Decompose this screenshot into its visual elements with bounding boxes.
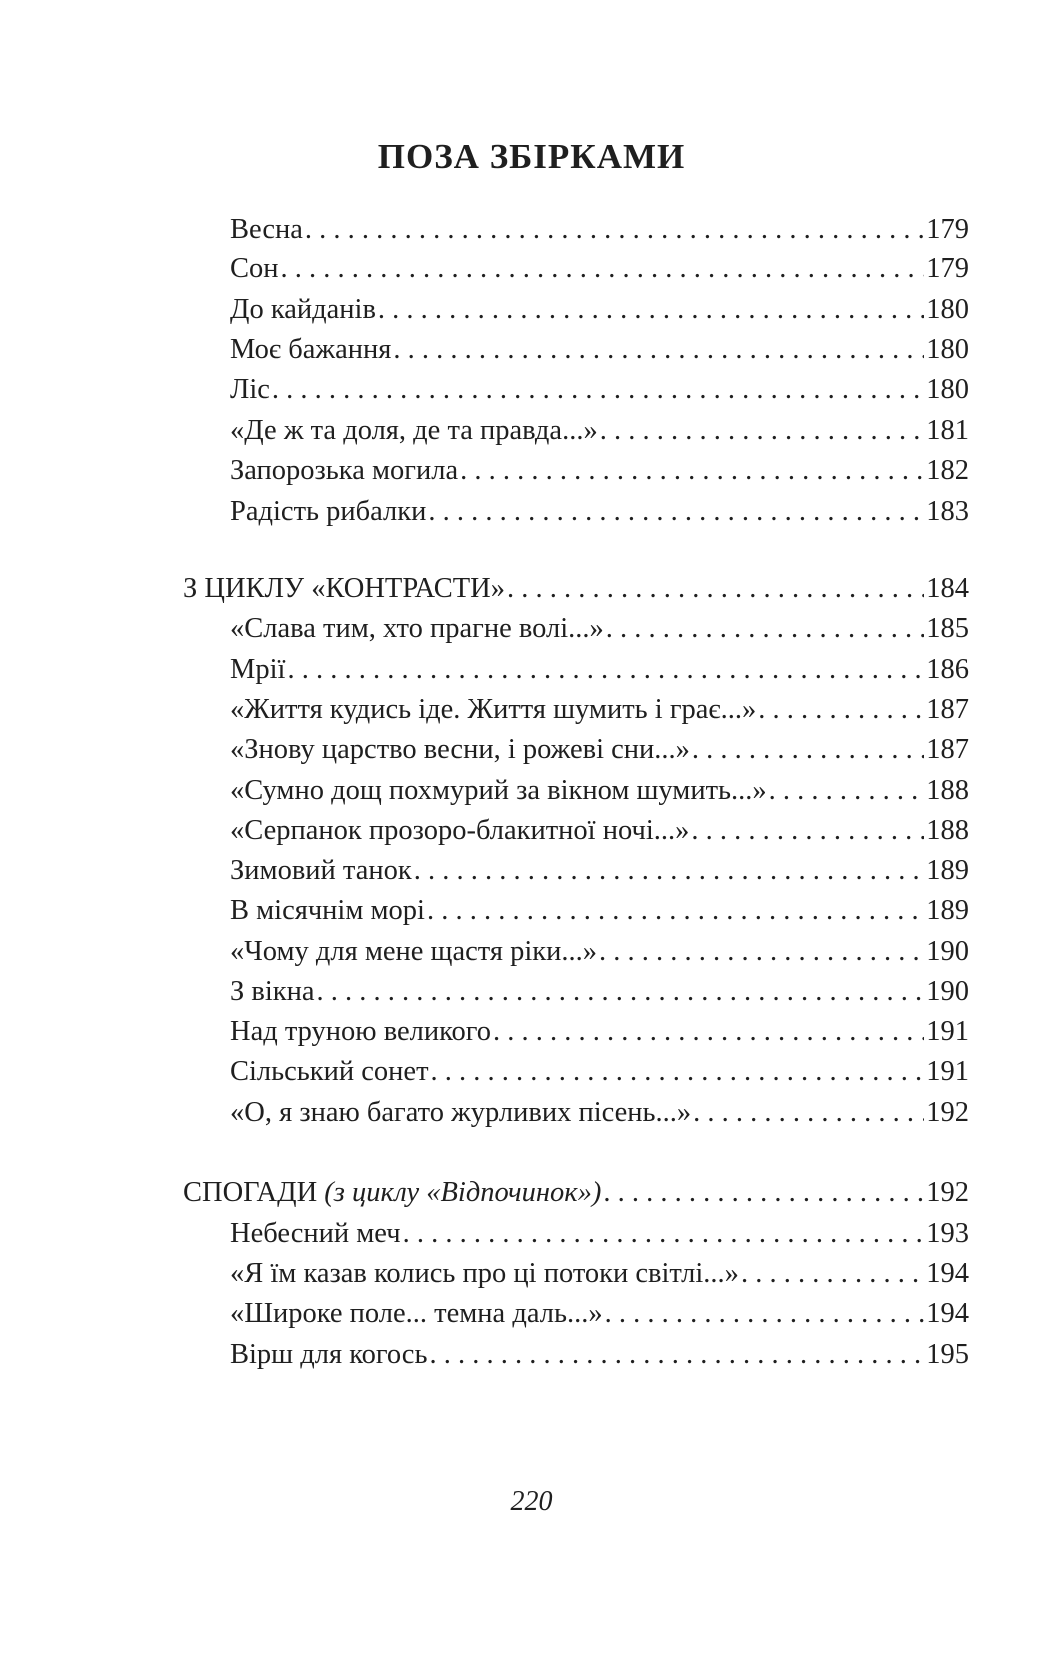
toc-entry <box>230 891 969 931</box>
toc-entry-page: 192 <box>926 1097 969 1128</box>
toc-entry <box>230 730 969 770</box>
dot-leader <box>431 1052 925 1092</box>
dot-leader <box>393 330 924 370</box>
toc-entry-page: 186 <box>926 654 969 685</box>
toc-entry-page: 189 <box>926 855 969 886</box>
toc-entry-title: Радість рибалки <box>230 496 427 527</box>
toc-entry <box>230 370 969 410</box>
toc-entry-title: «Сумно дощ похмурий за вікном шумить...» <box>230 775 767 806</box>
dot-leader <box>692 730 924 770</box>
dot-leader <box>741 1254 924 1294</box>
toc-entry <box>230 249 969 289</box>
toc-entry <box>230 972 969 1012</box>
dot-leader <box>427 891 924 931</box>
dot-leader <box>281 249 925 289</box>
toc-entry-title: «Широке поле... темна даль...» <box>230 1298 603 1329</box>
dot-leader <box>605 1294 925 1334</box>
toc-entry <box>230 330 969 370</box>
toc-entry-title: «Слава тим, хто прагне волі...» <box>230 613 604 644</box>
dot-leader <box>378 290 924 330</box>
toc-entry <box>230 609 969 649</box>
dot-leader <box>603 1173 924 1213</box>
toc-entry-title: Сільський сонет <box>230 1056 429 1087</box>
dot-leader <box>429 1335 924 1375</box>
toc-entry-page: 191 <box>926 1056 969 1087</box>
toc-entry-page: 185 <box>926 613 969 644</box>
section-heading: ПОЗА ЗБІРКАМИ <box>377 137 686 176</box>
dot-leader <box>460 451 924 491</box>
toc-entry <box>230 771 969 811</box>
dot-leader <box>769 771 925 811</box>
toc-entry <box>230 1052 969 1092</box>
toc-entry-page: 190 <box>926 936 969 967</box>
toc-entry-title: «О, я знаю багато журливих пісень...» <box>230 1097 692 1128</box>
toc-entry-page: 179 <box>926 253 969 284</box>
toc-entry <box>230 1254 969 1294</box>
toc-entry <box>230 411 969 451</box>
toc-entry <box>230 690 969 730</box>
toc-entry <box>230 451 969 491</box>
toc-entry-page: 189 <box>926 895 969 926</box>
page-number: 220 <box>510 1486 553 1517</box>
toc-entry-page: 188 <box>926 775 969 806</box>
toc-entry-title: До кайданів <box>230 294 376 325</box>
toc-entry <box>230 932 969 972</box>
toc-entry-page: 194 <box>926 1298 969 1329</box>
toc-entry-page: 191 <box>926 1016 969 1047</box>
toc-entry-page: 194 <box>926 1258 969 1289</box>
toc-entry-title: СПОГАДИ (з циклу «Відпочинок») <box>183 1177 602 1208</box>
toc-entry-page: 180 <box>926 294 969 325</box>
toc-entry-page: 195 <box>926 1339 969 1370</box>
dot-leader <box>403 1214 925 1254</box>
toc-entry <box>230 492 969 532</box>
toc-entry <box>230 1093 969 1133</box>
toc-entry-page: 182 <box>926 455 969 486</box>
dot-leader <box>428 492 924 532</box>
dot-leader <box>606 609 925 649</box>
toc-entry-page: 188 <box>926 815 969 846</box>
toc-entry-title: З вікна <box>230 976 315 1007</box>
toc-entry <box>230 290 969 330</box>
toc-entry-title: «Де ж та доля, де та правда...» <box>230 415 598 446</box>
toc-entry-title: Небесний меч <box>230 1218 401 1249</box>
toc-entry-title: «Я їм казав колись про ці потоки світлі...» <box>230 1258 739 1289</box>
toc-entry-page: 187 <box>926 734 969 765</box>
toc-entry-title: Запорозька могила <box>230 455 459 486</box>
toc-entry-page: 183 <box>926 496 969 527</box>
dot-leader <box>507 569 924 609</box>
toc-entry <box>230 851 969 891</box>
dot-leader <box>272 370 924 410</box>
toc-entry-page: 193 <box>926 1218 969 1249</box>
toc-entry-title: Сон <box>230 253 279 284</box>
toc-entry <box>230 1012 969 1052</box>
dot-leader <box>758 690 924 730</box>
toc-entry-title: З ЦИКЛУ «КОНТРАСТИ» <box>183 573 505 604</box>
toc-entry-title: Зимовий танок <box>230 855 412 886</box>
dot-leader <box>599 932 924 972</box>
toc-entry-subtitle: (з циклу «Відпочинок») <box>324 1177 602 1208</box>
toc-entry-title: «Знову царство весни, і рожеві сни...» <box>230 734 690 765</box>
toc-entry <box>230 650 969 690</box>
toc-entry-title: Вірш для когось <box>230 1339 428 1370</box>
toc-entry <box>230 811 969 851</box>
dot-leader <box>414 851 925 891</box>
toc-entry-page: 192 <box>926 1177 969 1208</box>
toc-section-entry <box>183 569 969 609</box>
toc-entry <box>230 1294 969 1334</box>
toc-entry-page: 184 <box>926 573 969 604</box>
toc-entry-page: 179 <box>926 214 969 245</box>
toc-entry <box>230 1335 969 1375</box>
dot-leader <box>693 1093 924 1133</box>
toc-entry-title: «Життя кудись іде. Життя шумить і грає...» <box>230 694 757 725</box>
dot-leader <box>305 210 924 250</box>
toc-entry-title: Мрії <box>230 654 286 685</box>
toc-entry-title: «Серпанок прозоро-блакитної ночі...» <box>230 815 690 846</box>
toc-entry-title: В місячнім морі <box>230 895 425 926</box>
toc-entry-page: 181 <box>926 415 969 446</box>
toc-entry-page: 180 <box>926 334 969 365</box>
toc-entry-title: Моє бажання <box>230 334 392 365</box>
toc-entry-page: 190 <box>926 976 969 1007</box>
dot-leader <box>600 411 925 451</box>
toc-entry-title: Весна <box>230 214 303 245</box>
dot-leader <box>287 650 924 690</box>
toc-entry <box>230 1214 969 1254</box>
dot-leader <box>493 1012 924 1052</box>
dot-leader <box>317 972 925 1012</box>
toc-entry-title: «Чому для мене щастя ріки...» <box>230 936 598 967</box>
toc-entry-title: Над труною великого <box>230 1016 491 1047</box>
toc-entry-page: 180 <box>926 374 969 405</box>
dot-leader <box>691 811 924 851</box>
toc-entry-page: 187 <box>926 694 969 725</box>
toc-entry <box>230 210 969 250</box>
toc-section-entry <box>183 1173 969 1213</box>
toc-entry-title: Ліс <box>230 374 270 405</box>
